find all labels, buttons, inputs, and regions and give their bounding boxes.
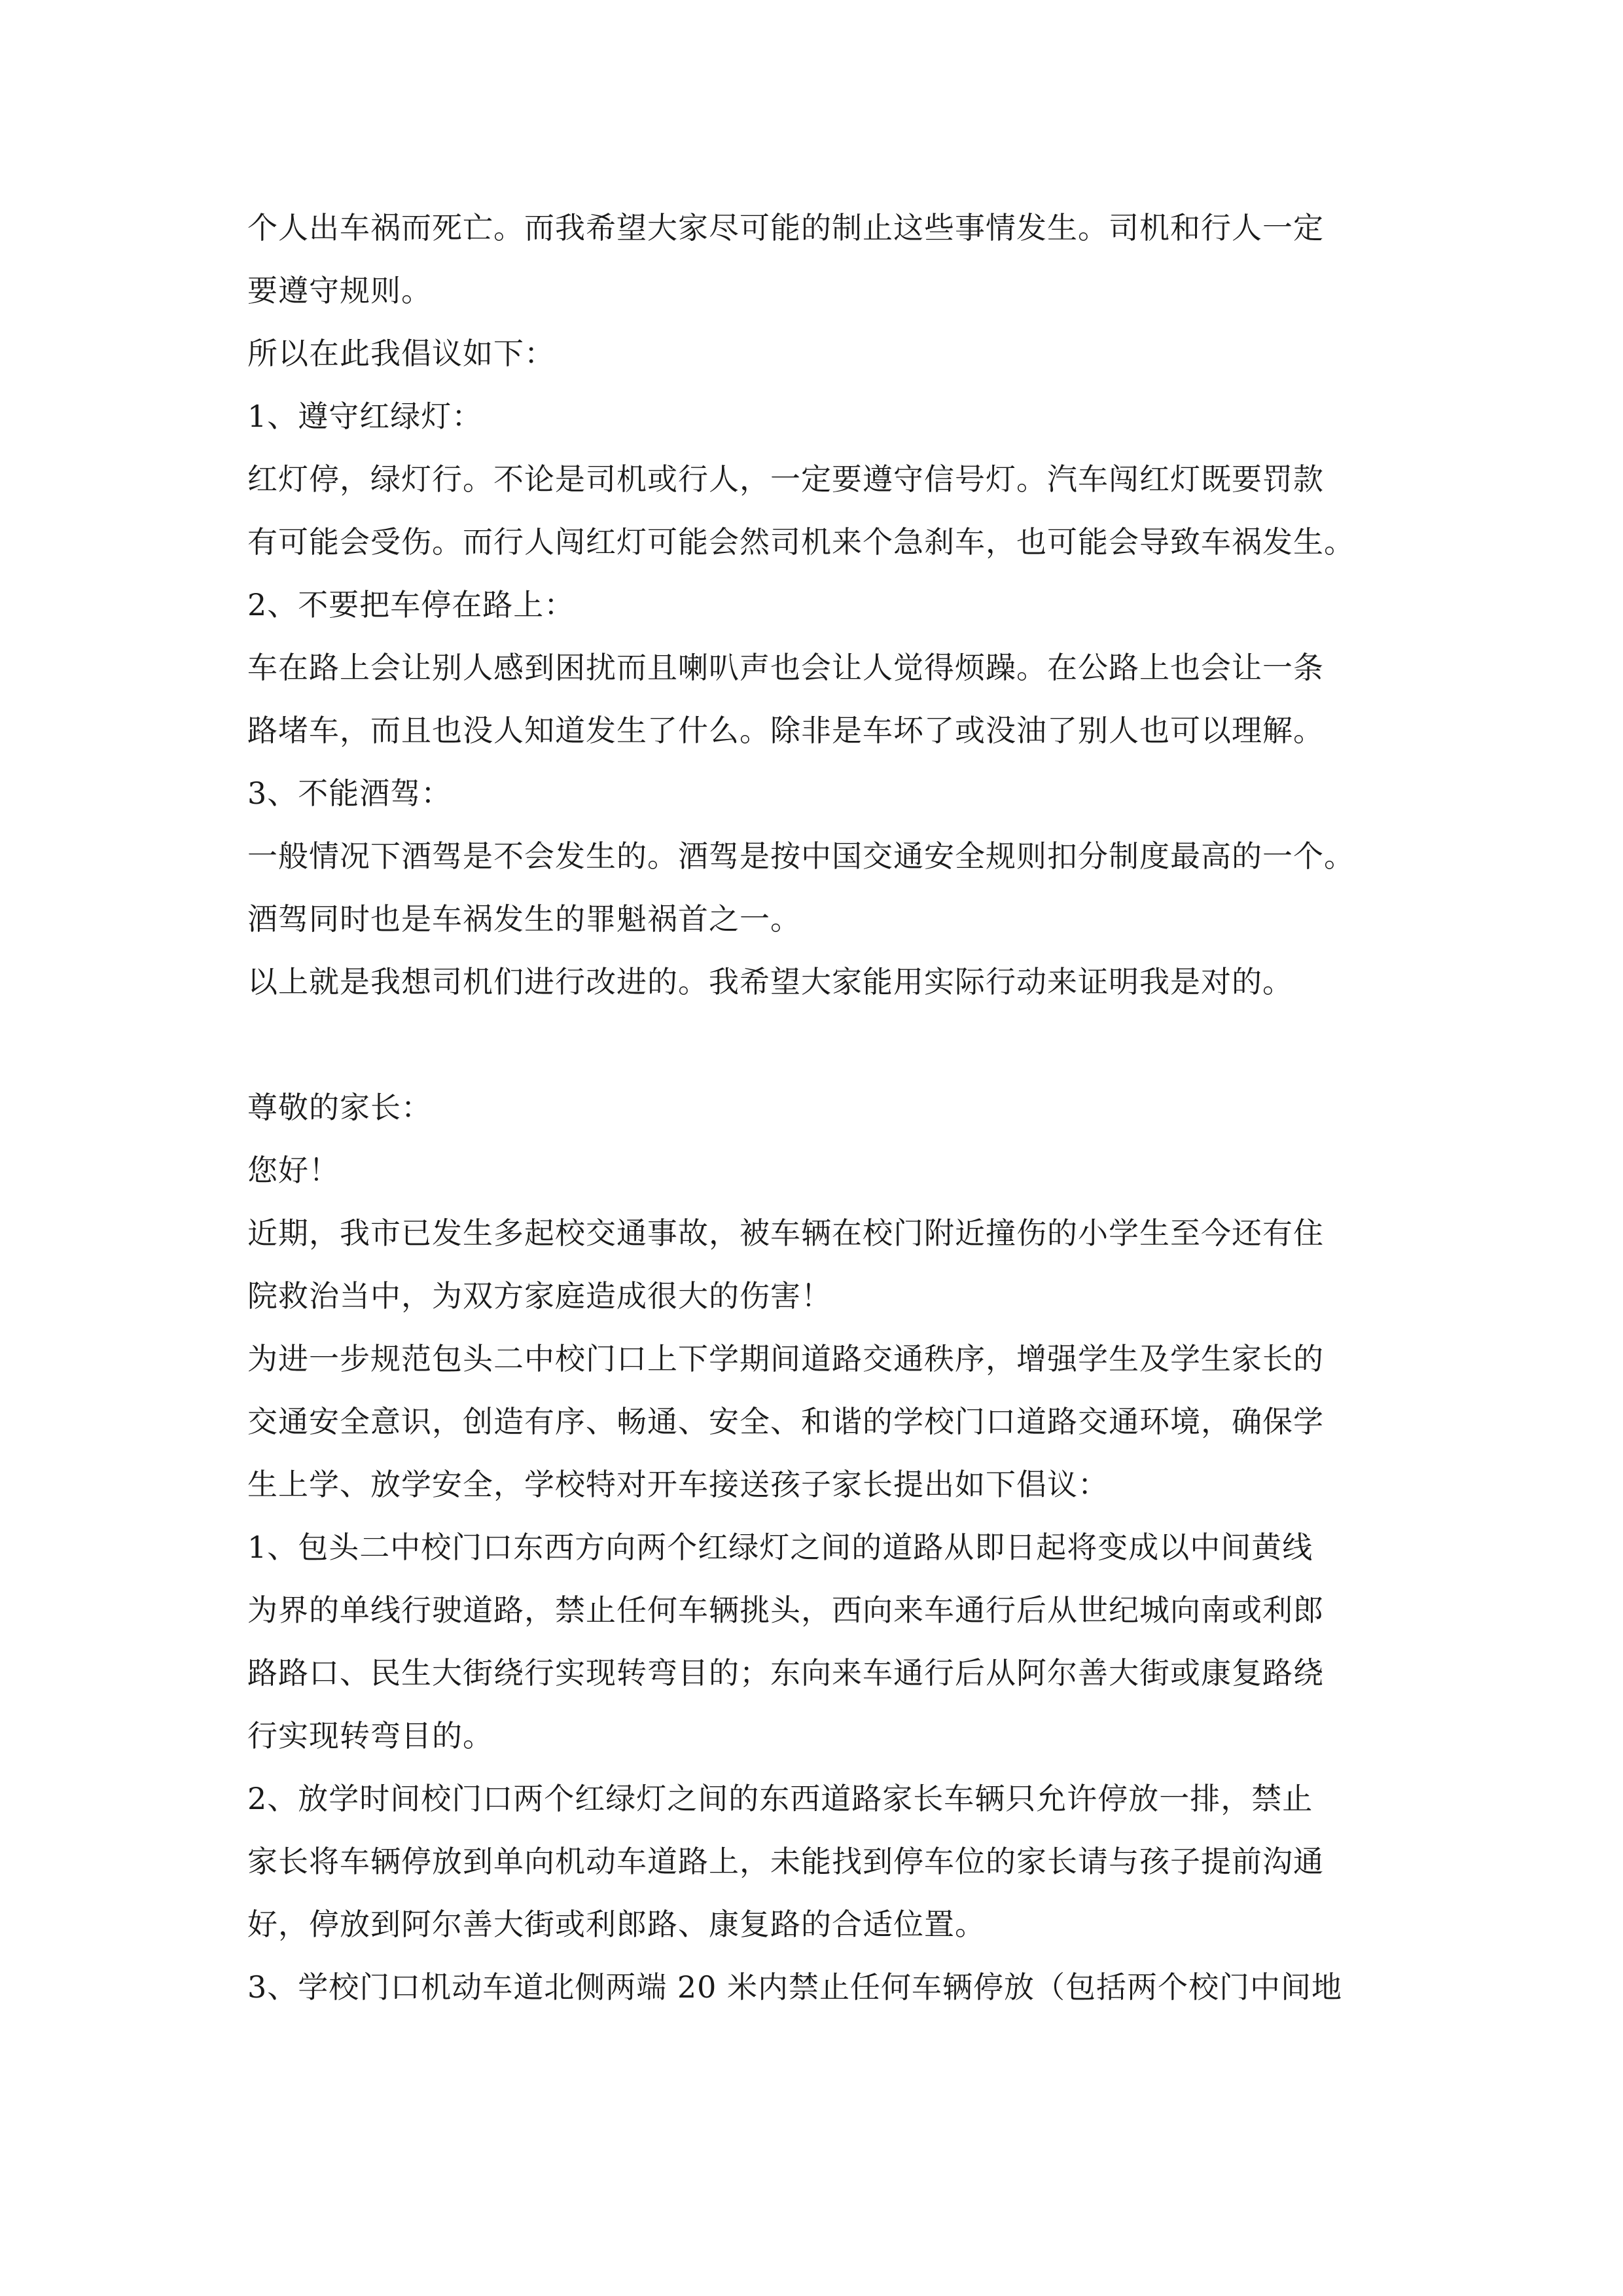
paragraph-line: 院救治当中，为双方家庭造成很大的伤害！ (247, 1278, 832, 1314)
paragraph-line: 有可能会受伤。而行人闯红灯可能会然司机来个急刹车，也可能会导致车祸发生。 (247, 524, 1355, 560)
proposal-intro: 所以在此我倡议如下： (247, 336, 555, 371)
document-body (247, 196, 1399, 2018)
item-heading-2: 2、不要把车停在路上： (247, 587, 575, 622)
paragraph-line: 生上学、放学安全，学校特对开车接送孩子家长提出如下倡议： (247, 1467, 1109, 1502)
paragraph-line: 家长将车辆停放到单向机动车道路上，未能找到停车位的家长请与孩子提前沟通 (247, 1844, 1324, 1879)
paragraph-line: 个人出车祸而死亡。而我希望大家尽可能的制止这些事情发生。司机和行人一定 (247, 210, 1324, 245)
paragraph-line: 为进一步规范包头二中校门口上下学期间道路交通秩序，增强学生及学生家长的 (247, 1341, 1324, 1376)
paragraph-line: 一般情况下酒驾是不会发生的。酒驾是按中国交通安全规则扣分制度最高的一个。 (247, 838, 1355, 874)
paragraph-line: 好，停放到阿尔善大街或利郎路、康复路的合适位置。 (247, 1907, 986, 1942)
salutation: 尊敬的家长： (247, 1090, 432, 1125)
paragraph-line: 路堵车，而且也没人知道发生了什么。除非是车坏了或没油了别人也可以理解。 (247, 713, 1324, 748)
paragraph-line: 车在路上会让别人感到困扰而且喇叭声也会让人觉得烦躁。在公路上也会让一条 (247, 650, 1324, 685)
paragraph-line: 近期，我市已发生多起校交通事故，被车辆在校门附近撞伤的小学生至今还有住 (247, 1215, 1324, 1251)
item-heading-1: 1、遵守红绿灯： (247, 399, 483, 434)
paragraph-line: 交通安全意识，创造有序、畅通、安全、和谐的学校门口道路交通环境，确保学 (247, 1404, 1324, 1439)
greeting: 您好！ (247, 1153, 340, 1188)
paragraph-line: 路路口、民生大街绕行实现转弯目的；东向来车通行后从阿尔善大街或康复路绕 (247, 1655, 1324, 1691)
section-spacer (247, 1013, 1399, 1076)
item-heading-3: 3、不能酒驾： (247, 776, 452, 811)
paragraph-line: 红灯停，绿灯行。不论是司机或行人，一定要遵守信号灯。汽车闯红灯既要罚款 (247, 461, 1324, 497)
paragraph-line: 酒驾同时也是车祸发生的罪魁祸首之一。 (247, 901, 801, 937)
paragraph-line: 要遵守规则。 (247, 273, 432, 308)
paragraph-line: 为界的单线行驶道路，禁止任何车辆挑头，西向来车通行后从世纪城向南或利郎 (247, 1592, 1324, 1628)
conclusion-line: 以上就是我想司机们进行改进的。我希望大家能用实际行动来证明我是对的。 (247, 964, 1293, 999)
list-item-2: 2、放学时间校门口两个红绿灯之间的东西道路家长车辆只允许停放一排，禁止 (247, 1781, 1313, 1816)
paragraph-line: 行实现转弯目的。 (247, 1718, 493, 1753)
list-item-3: 3、学校门口机动车道北侧两端 20 米内禁止任何车辆停放（包括两个校门中间地 (247, 1969, 1343, 2005)
list-item-1: 1、包头二中校门口东西方向两个红绿灯之间的道路从即日起将变成以中间黄线 (247, 1530, 1313, 1565)
